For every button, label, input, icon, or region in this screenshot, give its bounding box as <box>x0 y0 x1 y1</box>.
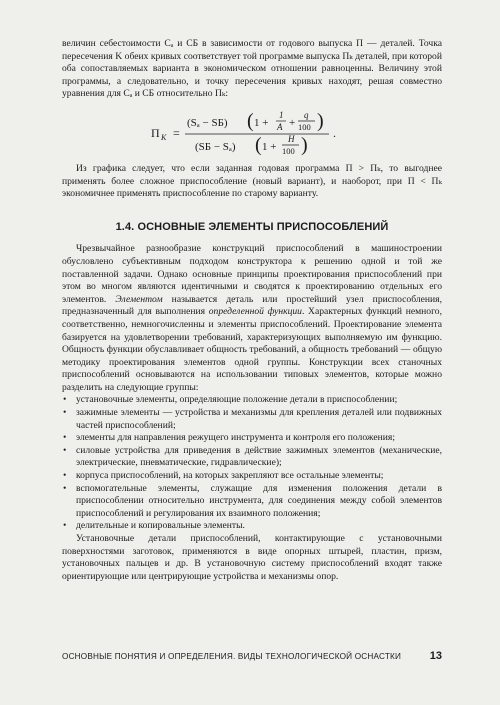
list-item-text: делительные и копировальные элементы. <box>76 520 245 532</box>
formula-num-oneplus: 1 + <box>254 116 269 129</box>
main-paragraph-part2: называется деталь или простейший узел приспособления, предназначенный для выполнения <box>62 293 442 318</box>
formula-lhs-sub: K <box>161 132 167 142</box>
running-title: ОСНОВНЫЕ ПОНЯТИЯ И ОПРЕДЕЛЕНИЯ. ВИДЫ ТЕХНОЛОГИЧЕСКОЙ ОСНАСТКИ <box>62 652 402 661</box>
formula-q: q <box>304 109 309 120</box>
bullet-icon: • <box>63 470 67 482</box>
paragraph-after-formula: Из графика следует, что если заданная годовая программа П > Пₖ, то выгоднее применять более сложное приспособление (новый вариант), и наоборот, при П < Пₖ экономичнее применять приспособление по старому варианту. <box>62 162 442 200</box>
list-item <box>62 470 442 483</box>
formula-num-diff: (Sₐ − SБ) <box>187 116 228 129</box>
list-item-text: зажимные элементы — устройства и механизмы для крепления деталей или подвижных частей приспособлений; <box>76 407 442 431</box>
formula-hundred-1: 100 <box>298 121 311 132</box>
formula-lhs: П <box>151 125 160 140</box>
formula-a-num: 1 <box>279 109 284 120</box>
formula-num-open: ( <box>247 109 254 132</box>
main-paragraph-part3: . Характерных функций немного, соответственно, немногочисленны и элементы приспособлений. Проектирование элемента базируется на удовлетворении требований, характеризующих выполняемую им функцию. Общность функции обуславливает общность требований, а общность требований — общую методику проектирования элементов одной группы. Конструкции всех станочных приспособлений основываются на использовании типовых элементов, которые можно разделить на следующие группы: <box>62 306 442 393</box>
formula-hundred-2: 100 <box>282 145 295 156</box>
main-paragraph <box>62 243 442 394</box>
list-item <box>62 407 442 432</box>
list-item-text: элементы для направления режущего инструмента и контроля его положения; <box>76 432 395 444</box>
list-item <box>62 483 442 521</box>
page-body <box>62 38 442 583</box>
paragraph-top: величин себестоимости Cₐ и CБ в зависимости от годового выпуска П — деталей. Точка пересечения K обеих кривых соответствует той программе выпуска Пₖ деталей, при которой оба сопоставляемых варианта в экономическом отношении равноценны. Величину этой программы, а следовательно, и точку пересечения кривых находят, решая совместно уравнения для Cₐ и CБ относительно Пₖ: <box>62 38 442 100</box>
bullet-icon: • <box>63 444 67 456</box>
list-item <box>62 445 442 470</box>
list-item-text: установочные элементы, определяющие положение детали в приспособлении; <box>76 394 398 406</box>
formula-den-oneplus: 1 + <box>262 140 277 153</box>
list-item <box>62 432 442 445</box>
formula-pk <box>90 111 442 155</box>
formula-den-close: ) <box>301 133 308 156</box>
bullet-icon: • <box>63 394 67 406</box>
closing-paragraph: Установочные детали приспособлений, контактирующие с установочными поверхностями заготовок, применяются в виде опорных штырей, пластин, призм, установочных пальцев и др. В установочную систему приспособлений входят также ориентирующие или центрирующие устройства и механизмы опор. <box>62 533 442 582</box>
page-number: 13 <box>429 650 442 662</box>
element-groups-list <box>62 394 442 533</box>
term-element: Элементом <box>115 293 163 305</box>
list-item-text: вспомогательные элементы, служащие для изменения положения детали в приспособлении относительно инструмента, для соединения между собой элементов приспособлений и регулирования их взаимного положения; <box>76 482 442 519</box>
formula-a-den: A <box>277 121 283 132</box>
formula-equals: = <box>173 125 180 140</box>
formula-num-close: ) <box>317 109 324 132</box>
bullet-icon: • <box>63 482 67 494</box>
formula-h: H <box>288 133 295 144</box>
term-function: определенной функции <box>208 306 302 318</box>
page-footer <box>62 650 442 662</box>
formula-svg <box>151 110 381 156</box>
formula-den-open: ( <box>255 133 262 156</box>
list-item-text: силовые устройства для приведения в действие зажимных элементов (механические, электрические, пневматические, гидравлические); <box>76 444 442 469</box>
list-item <box>62 394 442 407</box>
formula-den-diff: (SБ − Sₐ) <box>195 140 236 153</box>
bullet-icon: • <box>63 520 67 532</box>
formula-num-plus: + <box>289 116 296 129</box>
section-heading: 1.4. ОСНОВНЫЕ ЭЛЕМЕНТЫ ПРИСПОСОБЛЕНИЙ <box>115 220 389 233</box>
formula-period: . <box>333 125 336 140</box>
bullet-icon: • <box>63 407 67 419</box>
list-item <box>62 520 442 533</box>
bullet-icon: • <box>63 432 67 444</box>
main-paragraph-part1: Чрезвычайное разнообразие конструкций приспособлений в машиностроении обусловлено субъективным подходом конструктора к решению одной и той же поставленной задачи. Однако основные принципы проектирования приспособлений при этом во многом являются идентичными и сводятся к проектированию отдельных его элементов. <box>62 243 442 305</box>
list-item-text: корпуса приспособлений, на которых закрепляют все остальные элементы; <box>76 470 384 482</box>
